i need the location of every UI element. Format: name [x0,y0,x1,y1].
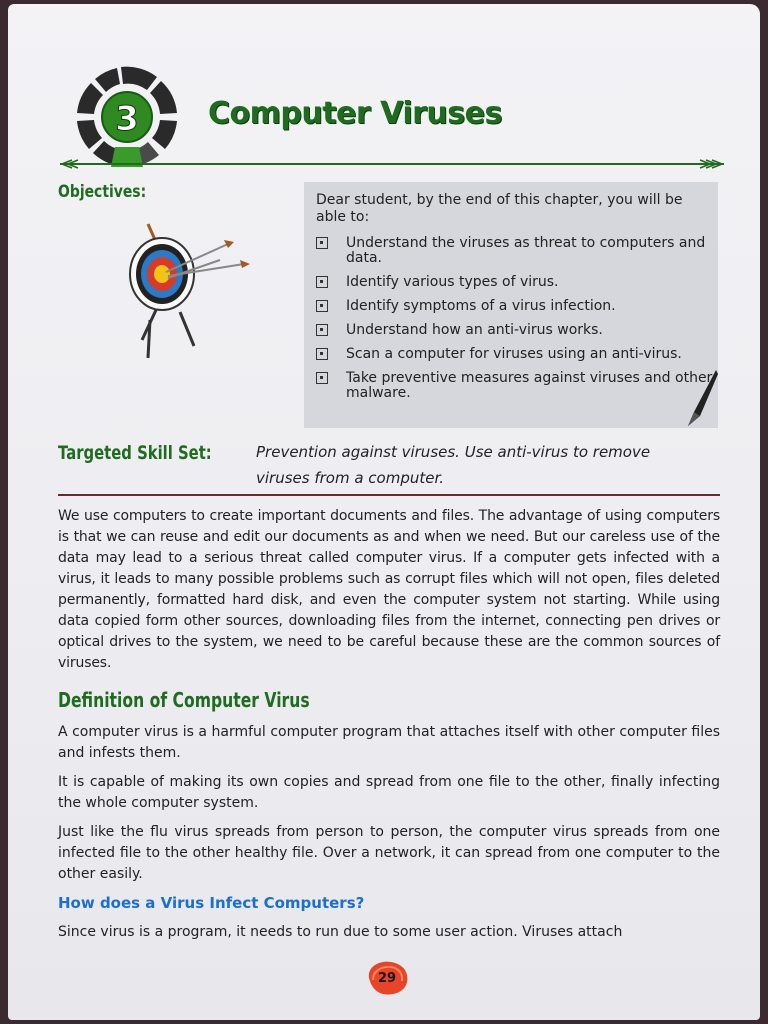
page-number: 29 [377,970,397,986]
list-item: Take preventive measures against viruses and other malware. [316,371,716,401]
checkbox-bullet-icon [316,348,328,360]
chapter-title: Computer Viruses [208,96,502,131]
infection-heading: How does a Virus Infect Computers? [58,894,365,912]
objectives-intro: Dear student, by the end of this chapter, you will be able to: [316,192,683,225]
checkbox-bullet-icon [316,372,328,384]
definition-paragraph: A computer virus is a harmful computer program that attaches itself with other computer files and infests them. [58,724,720,761]
checkbox-bullet-icon [316,237,328,249]
checkbox-bullet-icon [316,276,328,288]
objectives-heading: Objectives: [58,182,147,202]
chapter-number: 3 [115,99,139,139]
skill-heading: Targeted Skill Set: [58,442,212,464]
list-item: Identify symptoms of a virus infection. [316,299,716,314]
definition-paragraph: It is capable of making its own copies and spread from one file to the other, finally infecting the whole computer system. [58,774,720,811]
definition-paragraph: Just like the flu virus spreads from person to person, the computer virus spreads from one infected file to the other healthy file. Over a network, it can spread from one computer to the other easily. [58,824,720,882]
infection-paragraph: Since virus is a program, it needs to run due to some user action. Viruses attach [58,924,623,940]
pencil-icon [680,368,720,428]
page-number-badge [363,958,411,998]
objectives-list [316,236,716,410]
checkbox-bullet-icon [316,300,328,312]
objectives-box [304,182,718,428]
archery-target-icon [120,220,260,368]
list-item: Scan a computer for viruses using an anti-virus. [316,347,716,362]
intro-paragraph: We use computers to create important documents and files. The advantage of using computers is that we can reuse and edit our documents as and when we need. But our careless use of the data may lead to a serious threat called computer virus. If a computer gets infected with a virus, it leads to many possible problems such as corrupt files which will not open, files deleted permanently, formatted hard disk, and even the computer system not starting. While using data copied form other sources, downloading files from the internet, connecting pen drives or optical drives to the system, we need to be careful because these are the common sources of viruses. [58,508,720,671]
list-item: Understand the viruses as threat to computers and data. [316,236,716,266]
skill-text: Prevention against viruses. Use anti-virus to remove viruses from a computer. [256,443,651,487]
textbook-page [8,4,760,1020]
title-divider [60,156,724,172]
section-divider [58,494,720,496]
definition-heading: Definition of Computer Virus [58,688,310,712]
list-item: Identify various types of virus. [316,275,716,290]
list-item: Understand how an anti-virus works. [316,323,716,338]
checkbox-bullet-icon [316,324,328,336]
